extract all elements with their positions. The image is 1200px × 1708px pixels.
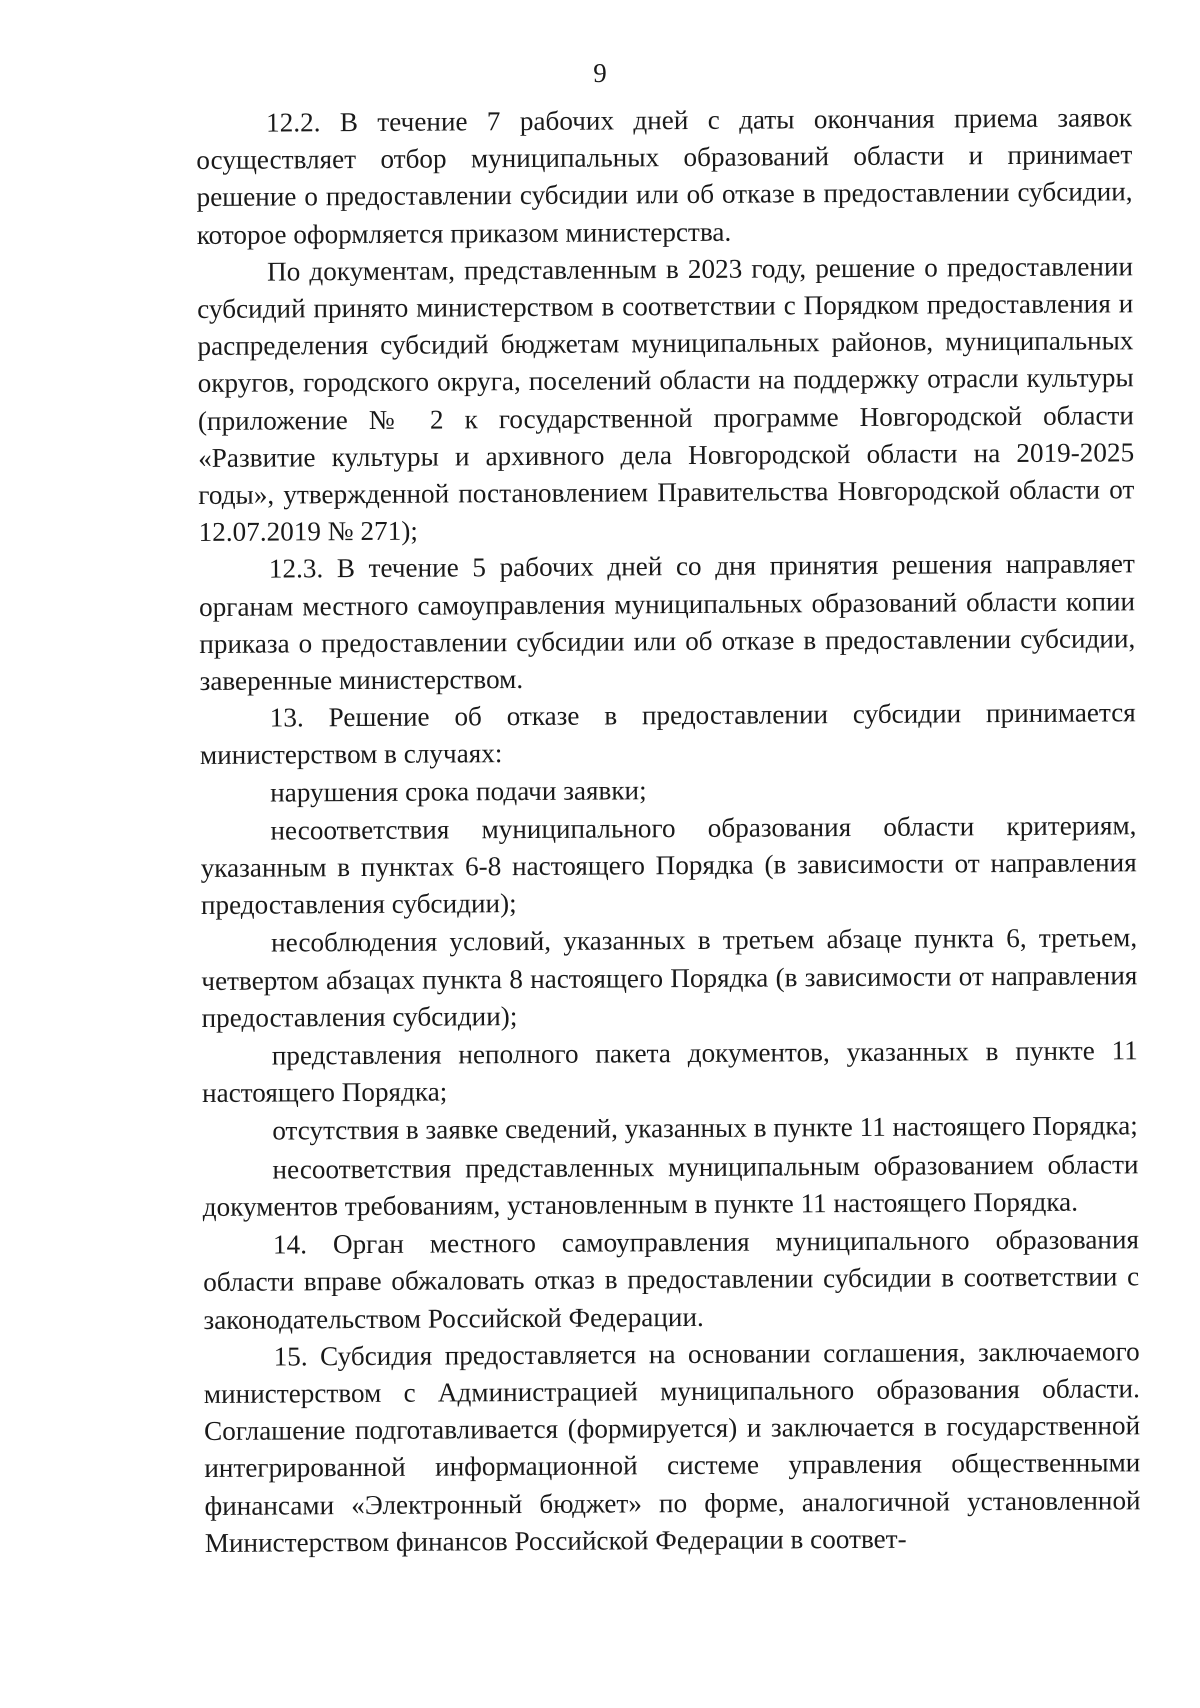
paragraph-15: 15. Субсидия предоставляется на основании соглашения, заключаемого министерством с Администрацией муниципального образования области. Соглашение подготавливается (формируется) и заключается в государственной интегрированной информационной системе управления общественными финансами «Электронный бюджет» по форме, аналогичной установленной Министерством финансов Российской Федерации в соответ- [203, 1335, 1141, 1558]
document-body [196, 99, 1141, 1562]
refusal-reason-item: отсутствия в заявке сведений, указанных в пункте 11 настоящего Порядка; [272, 1110, 1138, 1147]
refusal-reason-item: нарушения срока подачи заявки; [270, 774, 647, 808]
refusal-reason-item: представления неполного пакета документов, указанных в пункте 11 настоящего Порядка; [201, 1035, 1138, 1109]
paragraph-decision-basis: По документам, представленным в 2023 году, решение о предоставлении субсидий принято министерством в соответствии с Порядком предоставления и распределения субсидий бюджетам муниципальных районов, муниципальных округов, городского округа, поселений области на поддержку отрасли культуры (приложение № 2 к государственной программе Новгородской области «Развитие культуры и архивного дела Новгородской области на 2019-2025 годы», утвержденной постановлением Правительства Новгородской области от 12.07.2019 № 271); [197, 251, 1135, 548]
paragraph-14: 14. Орган местного самоуправления муниципального образования области вправе обжаловать отказ в предоставлении субсидии в соответствии с законодательством Российской Федерации. [203, 1224, 1140, 1335]
page-number: 9 [593, 58, 607, 88]
paragraph-12-3: 12.3. В течение 5 рабочих дней со дня принятия решения направляет органам местного самоуправления муниципальных образований области копии приказа о предоставлении субсидии или об отказе в предоставлении субсидии, заверенные министерством. [198, 548, 1136, 697]
refusal-reason-item: несоответствия муниципального образования области критериям, указанным в пунктах 6-8 настоящего Порядка (в зависимости от направления предоставления субсидии); [200, 810, 1137, 921]
refusal-reason-item: несоответствия представленных муниципальным образованием области документов требованиям, установленным в пункте 11 настоящего Порядка. [202, 1148, 1139, 1222]
refusal-reason-item: несоблюдения условий, указанных в третьем абзаце пункта 6, третьем, четвертом абзацах пункта 8 настоящего Порядка (в зависимости от направления предоставления субсидии); [201, 922, 1138, 1033]
paragraph-12-2: 12.2. В течение 7 рабочих дней с даты окончания приема заявок осуществляет отбор муниципальных образований области и принимает решение о предоставлении субсидии или об отказе в предоставлении субсидии, которое оформляется приказом министерства. [196, 102, 1133, 250]
paragraph-13: 13. Решение об отказе в предоставлении субсидии принимается министерством в случаях: [199, 697, 1136, 771]
